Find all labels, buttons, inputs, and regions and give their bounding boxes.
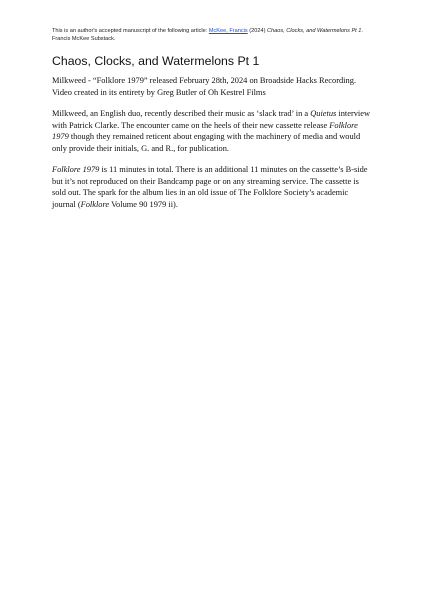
album-title: Folklore 1979 [52, 165, 100, 174]
note-suffix: . Francis McKee Substack. [52, 28, 363, 42]
author-link[interactable]: McKee, Francis [208, 28, 248, 34]
note-article-title: Chaos, Clocks, and Watermelons Pt 1 [266, 28, 362, 34]
note-prefix: This is an author's accepted manuscript of the following article: [52, 28, 209, 34]
note-year: (2024) [247, 28, 267, 34]
p2-text-a: Milkweed, an English duo, recently described their music as ‘slack trad’ in a [52, 109, 311, 118]
paragraph-2 [52, 108, 374, 154]
album-title: Folklore 1979 [52, 120, 358, 142]
p3-text-a: is 11 minutes in total. There is an additional 11 minutes on the cassette’s B-side but it’s not reproduced on their Bandcamp page or on any streaming service. The cassette is sold out. The spark for the album lies in an old issue of The Folklore Society’s academic journal ( [52, 165, 368, 209]
quietus-title: Quietus [310, 109, 337, 118]
p3-text-b: Volume 90 1979 ii). [109, 199, 178, 209]
paragraph-3 [52, 164, 374, 210]
article-title: Chaos, Clocks, and Watermelons Pt 1 [52, 54, 260, 68]
journal-title: Folklore [80, 199, 110, 209]
paragraph-1: Milkweed - “Folklore 1979” released February 28th, 2024 on Broadside Hacks Recording. Video created in its entirety by Greg Butler of Oh Kestrel Films [52, 76, 356, 97]
p2-text-b: interview with Patrick Clarke. The encounter came on the heels of their new cassette release [52, 109, 371, 130]
p2-text-c: though they remained reticent about engaging with the machinery of media and would only provide their initials, G. and R., for publication. [52, 132, 361, 153]
manuscript-note [52, 27, 382, 43]
